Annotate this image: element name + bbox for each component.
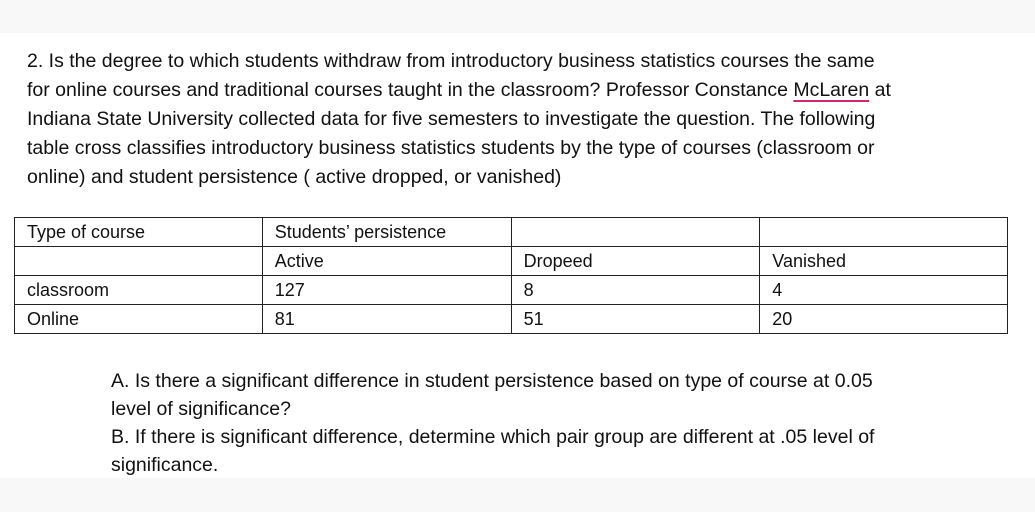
subheader-active: Active: [262, 247, 511, 276]
row-course-type: Online: [15, 305, 263, 334]
row-active-count: 81: [262, 305, 511, 334]
question-line: 2. Is the degree to which students withdraw from introductory business statistics courses the same: [27, 50, 875, 72]
table-cell-empty: [511, 218, 760, 247]
question-line: online) and student persistence ( active dropped, or vanished): [27, 166, 562, 188]
sub-question-a-line: A. Is there a significant difference in student persistence based on type of course at 0.05: [111, 370, 873, 392]
table-cell-empty: [760, 218, 1008, 247]
sub-question-b-line: significance.: [111, 454, 219, 476]
question-text: for online courses and traditional courses taught in the classroom? Professor Constance: [27, 79, 794, 101]
table-row: [15, 305, 1008, 334]
row-dropped-count: 8: [511, 276, 760, 305]
table-cell-empty: [15, 247, 263, 276]
question-line: table cross classifies introductory business statistics students by the type of courses (classroom or: [27, 137, 875, 159]
table-header-row: [15, 218, 1008, 247]
document-page: [0, 33, 1035, 478]
header-type-of-course: Type of course: [15, 218, 263, 247]
header-students-persistence: Students’ persistence: [262, 218, 511, 247]
row-active-count: 127: [262, 276, 511, 305]
row-vanished-count: 20: [760, 305, 1008, 334]
sub-questions: [111, 367, 1011, 479]
question-line: [27, 76, 1017, 105]
spellcheck-flagged-word[interactable]: McLaren: [793, 79, 870, 101]
row-dropped-count: 51: [511, 305, 760, 334]
table-subheader-row: [15, 247, 1008, 276]
subheader-vanished: Vanished: [760, 247, 1008, 276]
row-course-type: classroom: [15, 276, 263, 305]
question-paragraph: [27, 47, 1017, 192]
question-text: at: [869, 79, 891, 101]
row-vanished-count: 4: [760, 276, 1008, 305]
subheader-dropped: Dropeed: [511, 247, 760, 276]
sub-question-b-line: B. If there is significant difference, determine which pair group are different at .05 level of: [111, 426, 875, 448]
question-line: Indiana State University collected data for five semesters to investigate the question. The following: [27, 108, 876, 130]
sub-question-a-line: level of significance?: [111, 398, 291, 420]
table-row: [15, 276, 1008, 305]
persistence-table: [14, 217, 1008, 334]
